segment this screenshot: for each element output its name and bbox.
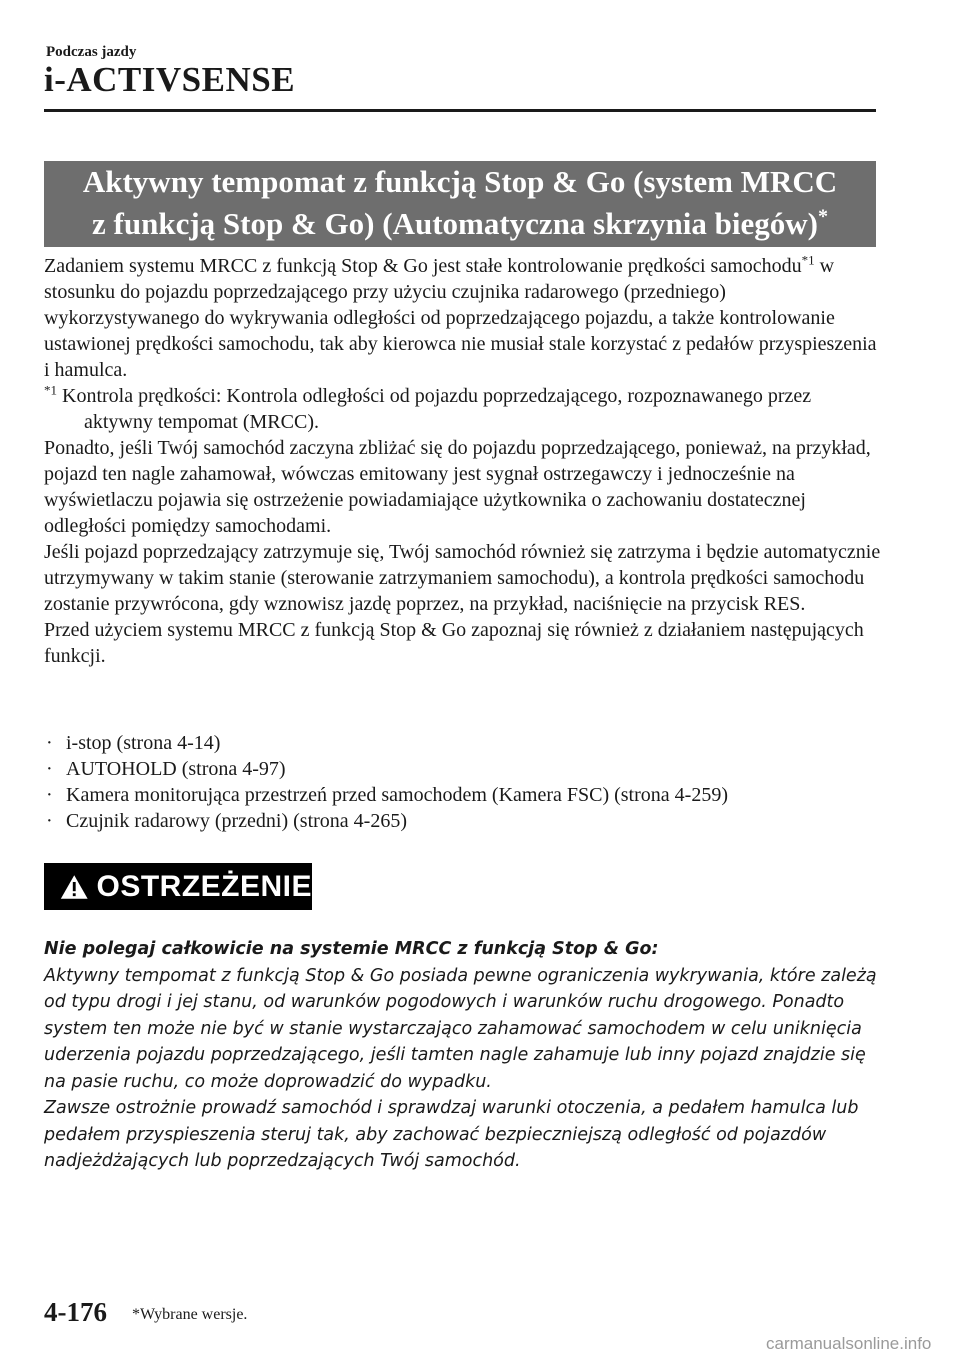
- intro-text-1: Zadaniem systemu MRCC z funkcją Stop & Go jest stałe kontrolowanie prędkości samochodu: [44, 255, 802, 277]
- warning-label: OSTRZEŻENIE: [96, 869, 312, 903]
- page-number: 4-176: [44, 1297, 107, 1327]
- body-text: [44, 253, 884, 669]
- warning-triangle-icon: [60, 872, 88, 902]
- footnote-reference: *1: [801, 252, 815, 268]
- list-item: [46, 730, 866, 756]
- paragraph: Jeśli pojazd poprzedzający zatrzymuje się, Twój samochód również się zatrzyma i będzie automatycznie utrzymywany w takim stanie (sterowanie zatrzymaniem samochodu), a kontrola prędkości samochodu zostanie przywrócona, gdy wznowisz jazdę poprzez, na przykład, naciśnięcie na przycisk RES.: [44, 541, 881, 615]
- warning-banner: [44, 863, 312, 910]
- section-title-line2-text: z funkcją Stop & Go) (Automatyczna skrzynia biegów): [92, 206, 818, 241]
- footnote-marker: *1: [44, 382, 57, 398]
- list-item-text: AUTOHOLD (strona 4-97): [66, 758, 286, 780]
- warning-paragraph: Zawsze ostrożnie prowadź samochód i sprawdzaj warunki otoczenia, a pedałem hamulca lub pedałem przyspieszenia steruj tak, aby zachować bezpieczniejszą odległość od pojazdów nadjeżdżających lub poprzedzających Twój samochód.: [44, 1098, 859, 1171]
- bullet-dot: ·: [46, 758, 53, 780]
- list-item-text: i-stop (strona 4-14): [66, 732, 221, 754]
- warning-text: [44, 936, 884, 1175]
- section-label: Podczas jazdy: [46, 44, 137, 60]
- optional-equipment-asterisk: *: [817, 205, 828, 228]
- chapter-title: i-ACTIVSENSE: [44, 60, 296, 99]
- optional-equipment-note: *Wybrane wersje.: [132, 1306, 248, 1323]
- warning-paragraph: Aktywny tempomat z funkcją Stop & Go posiada pewne ograniczenia wykrywania, które zależą od typu drogi i jej stanu, od warunków pogodowych i warunków ruchu drogowego. Ponadto system ten może nie być w stanie wystarczająco zahamować samochodem w celu uniknięcia uderzenia pojazdu poprzedzającego, jeśli tamten nagle zahamuje lub inny pojazd znajdzie się na pasie ruchu, co może doprowadzić do wypadku.: [44, 965, 877, 1092]
- list-item-text: Kamera monitorująca przestrzeń przed samochodem (Kamera FSC) (strona 4-259): [66, 784, 728, 806]
- footnote-text: Kontrola prędkości: Kontrola odległości od pojazdu poprzedzającego, rozpoznawanego przez aktywny tempomat (MRCC).: [57, 385, 812, 433]
- bullet-dot: ·: [46, 810, 53, 832]
- bullet-dot: ·: [46, 784, 53, 806]
- watermark: carmanualsonline.info: [766, 1334, 932, 1353]
- list-item-text: Czujnik radarowy (przedni) (strona 4-265): [66, 810, 407, 832]
- intro-paragraph: [44, 253, 884, 383]
- section-title-line2: [44, 203, 876, 245]
- warning-heading: Nie polegaj całkowicie na systemie MRCC z funkcją Stop & Go:: [44, 939, 659, 959]
- intro-text-2: w stosunku do pojazdu poprzedzającego przy użyciu czujnika radarowego (przedniego) wykorzystywanego do wykrywania odległości od poprzedzającego pojazdu, a także kontrolowanie ustawionej prędkości samochodu, tak aby kierowca nie musiał stale korzystać z pedałów przyspieszenia i hamulca.: [44, 255, 877, 381]
- section-title-box: [44, 161, 876, 247]
- paragraph: Ponadto, jeśli Twój samochód zaczyna zbliżać się do pojazdu poprzedzającego, ponieważ, na przykład, pojazd ten nagle zahamował, wówczas emitowany jest sygnał ostrzegawczy i jednocześnie na wyświetlaczu pojawia się ostrzeżenie powiadamiające użytkownika o zachowaniu dostatecznej odległości pomiędzy samochodami.: [44, 437, 871, 537]
- header-rule: [44, 109, 876, 112]
- related-functions-list: [46, 730, 866, 834]
- bullet-dot: ·: [46, 732, 53, 754]
- footnote: [44, 383, 884, 435]
- list-item: [46, 782, 866, 808]
- section-title-line1: Aktywny tempomat z funkcją Stop & Go (system MRCC: [82, 164, 838, 199]
- list-item: [46, 756, 866, 782]
- list-item: [46, 808, 866, 834]
- paragraph: Przed użyciem systemu MRCC z funkcją Stop & Go zapoznaj się również z działaniem następujących funkcji.: [44, 619, 864, 667]
